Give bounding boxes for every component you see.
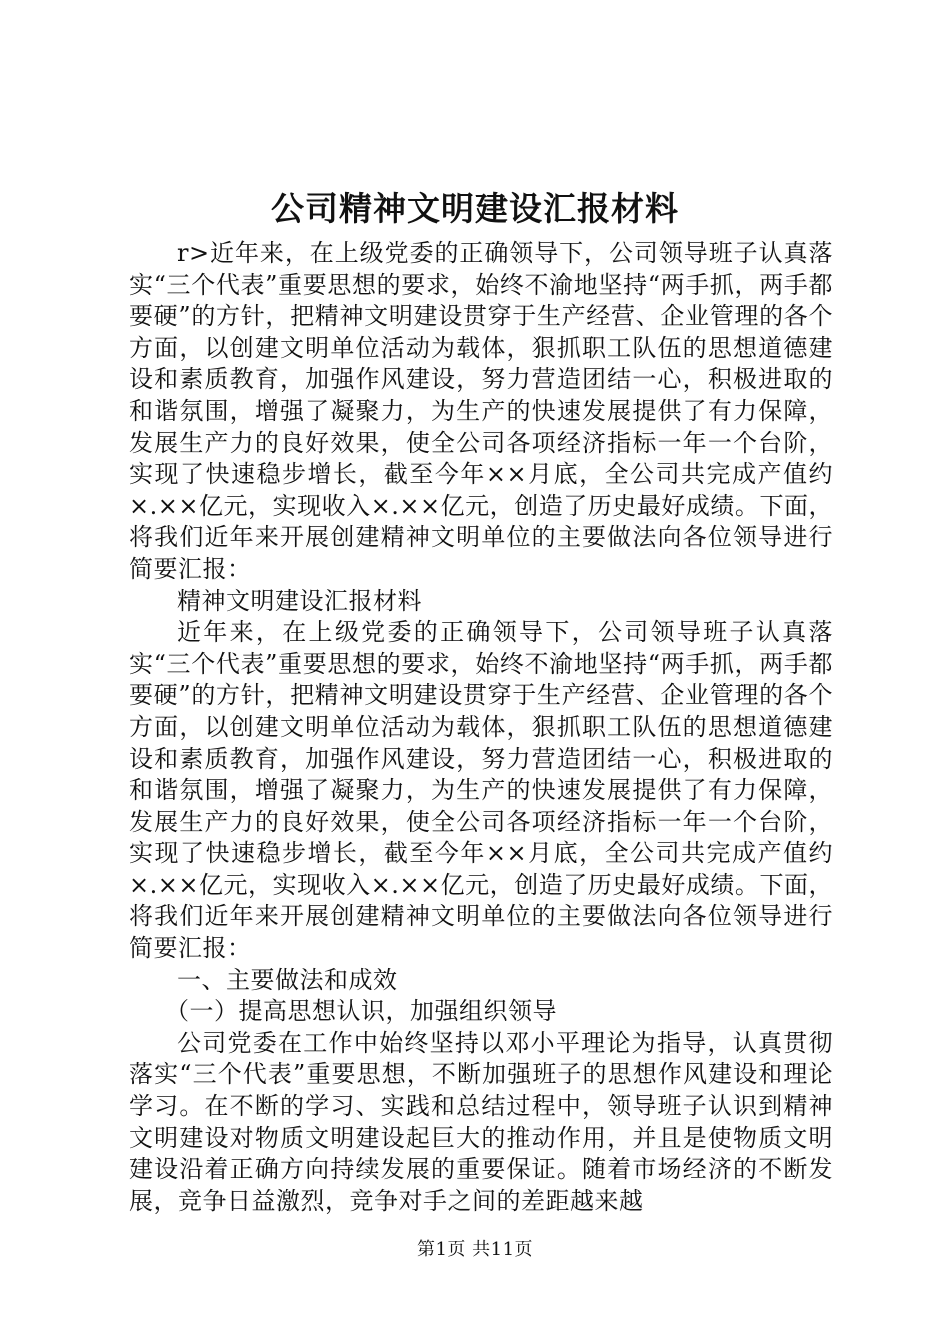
paragraph-intro-repeat: 近年来，在上级党委的正确领导下，公司领导班子认真落实“三个代表”重要思想的要求，始终不渝地坚持“两手抓，两手都要硬”的方针，把精神文明建设贯穿于生产经营、企业管理的各个方面，以创建文明单位活动为载体，狠抓职工队伍的思想道德建设和素质教育，加强作风建设，努力营造团结一心，积极进取的和谐氛围，增强了凝聚力，为生产的快速发展提供了有力保障，发展生产力的良好效果，使全公司各项经济指标一年一个台阶，实现了快速稳步增长，截至今年××月底，全公司共完成产值约×.××亿元，实现收入×.××亿元，创造了历史最好成绩。下面，将我们近年来开展创建精神文明单位的主要做法向各位领导进行简要汇报： (129, 618, 833, 963)
page-footer (0, 1238, 950, 1262)
paragraph-intro: r>近年来，在上级党委的正确领导下，公司领导班子认真落实“三个代表”重要思想的要求，始终不渝地坚持“两手抓，两手都要硬”的方针，把精神文明建设贯穿于生产经营、企业管理的各个方面，以创建文明单位活动为载体，狠抓职工队伍的思想道德建设和素质教育，加强作风建设，努力营造团结一心，积极进取的和谐氛围，增强了凝聚力，为生产的快速发展提供了有力保障，发展生产力的良好效果，使全公司各项经济指标一年一个台阶，实现了快速稳步增长，截至今年××月底，全公司共完成产值约×.××亿元，实现收入×.××亿元，创造了历史最好成绩。下面，将我们近年来开展创建精神文明单位的主要做法向各位领导进行简要汇报： (129, 239, 833, 583)
page-title: 公司精神文明建设汇报材料 (271, 189, 679, 228)
section-heading: 一、主要做法和成效 (177, 965, 398, 994)
document-body (129, 238, 833, 1217)
paragraph-body: 公司党委在工作中始终坚持以邓小平理论为指导，认真贯彻落实“三个代表”重要思想，不断加强班子的思想作风建设和理论学习。在不断的学习、实践和总结过程中，领导班子认识到精神文明建设对物质文明建设起巨大的推动作用，并且是使物质文明建设沿着正确方向持续发展的重要保证。随着市场经济的不断发展，竞争日益激烈，竞争对手之间的差距越来越 (129, 1028, 833, 1215)
paragraph-subtitle: 精神文明建设汇报材料 (177, 586, 422, 615)
subsection-heading: （一）提高思想认识，加强组织领导 (165, 997, 557, 1026)
page-number: 第1页 共11页 (416, 1239, 534, 1260)
